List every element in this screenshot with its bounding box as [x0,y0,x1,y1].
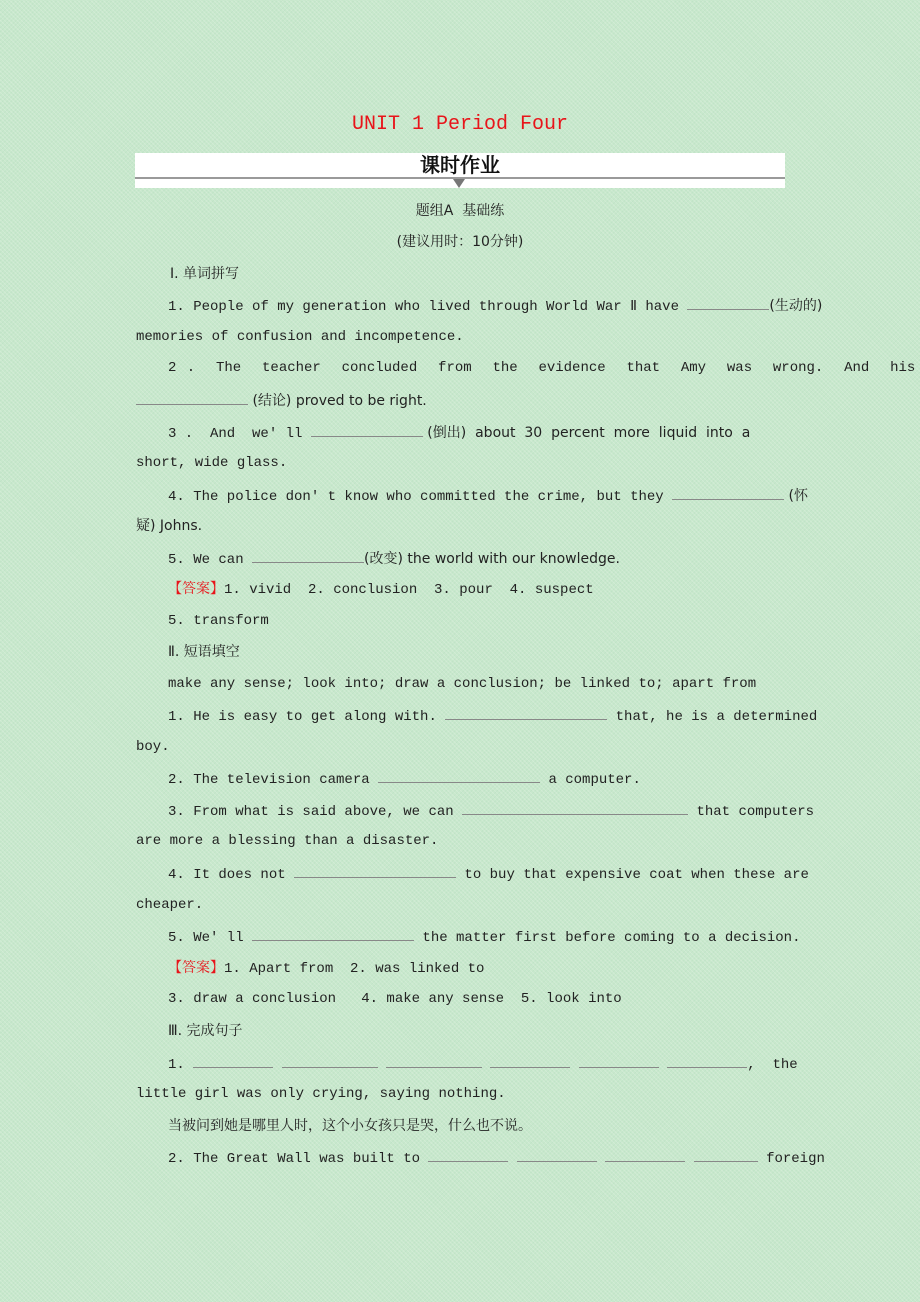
s1-q4-text: 4. The police don' t know who committed the crime, but they [168,489,673,505]
s2-q2-blank[interactable] [378,768,540,783]
s2-q4-rest: to buy that expensive coat when these are [456,867,809,883]
s2-q3-rest: that computers [688,804,815,820]
s1-q2-line2 [136,390,801,412]
section2-heading: Ⅱ. 短语填空 [168,644,240,660]
s2-q1-line1 [168,705,818,727]
s3-q1-translation: 当被问到她是哪里人时，这个小女孩只是哭，什么也不说。 [168,1118,532,1134]
s2-q5-line1 [168,926,801,948]
s3-q1-blank-4[interactable] [490,1053,570,1068]
s1-q1-text: 1. People of my generation who lived through World War Ⅱ have [168,299,688,315]
s3-q2-blank-4[interactable] [694,1147,758,1162]
s3-q1-blank-1[interactable] [193,1053,273,1068]
s2-answer-line2: 3. draw a conclusion 4. make any sense 5. look into [168,991,622,1007]
s2-q4-line2: cheaper. [136,897,204,913]
s2-q3-line2: are more a blessing than a disaster. [136,833,439,849]
s2-answers: 1. Apart from 2. was linked to [224,961,485,977]
word-bank: make any sense; look into; draw a conclusion; be linked to; apart from [168,676,757,692]
s1-q3-text: 3 . And we' ll [168,426,311,442]
s2-q1-line2: boy. [136,739,170,755]
s3-q2-blank-2[interactable] [517,1147,597,1162]
s2-q3-text: 3. From what is said above, we can [168,804,463,820]
s3-q1-blank-5[interactable] [579,1053,659,1068]
s3-q2-blank-1[interactable] [428,1147,508,1162]
s1-answer-line2: 5. transform [168,613,269,629]
s1-q4-line2: 疑) Johns. [136,518,203,534]
s1-q1-line2: memories of confusion and incompetence. [136,329,464,345]
s3-q2-line1 [168,1147,825,1169]
s3-q2-text: 2. The Great Wall was built to [168,1151,421,1167]
s3-q1-rest: , the [747,1057,798,1073]
s3-q1-blank-2[interactable] [282,1053,378,1068]
s1-q5-hint: (改变) the world with our knowledge. [364,551,620,567]
s2-q1-rest: that, he is a determined [607,709,818,725]
s1-q3-hint: (倒出) about 30 percent more liquid into a [422,425,751,441]
answer-label: 【答案】 [168,581,224,597]
section3-heading: Ⅲ. 完成句子 [168,1023,243,1039]
s2-q3-blank[interactable] [462,800,688,815]
answer-label: 【答案】 [168,960,224,976]
s2-q4-blank[interactable] [294,863,456,878]
s2-q4-text: 4. It does not [168,867,295,883]
triangle-down-icon [453,179,465,188]
s1-q1-hint: (生动的) [769,298,823,314]
s3-q2-rest: foreign [757,1151,825,1167]
s1-q5-line1 [168,548,801,570]
homework-banner [135,153,785,188]
s1-q4-hint: (怀 [784,488,809,504]
s3-q1-line2: little girl was only crying, saying nothing. [136,1086,506,1102]
s2-q5-rest: the matter first before coming to a decision. [414,930,801,946]
s1-q2-blank[interactable] [136,390,248,405]
banner-title: 课时作业 [420,153,500,177]
s1-q3-line1 [168,422,801,444]
s1-q3-line2: short, wide glass. [136,455,288,471]
s2-q1-text: 1. He is easy to get along with. [168,709,446,725]
s2-answer-line1 [168,958,833,979]
s1-q5-text: 5. We can [168,552,253,568]
s1-q4-line1 [168,485,809,507]
s2-q5-blank[interactable] [252,926,414,941]
s1-q3-blank[interactable] [311,422,423,437]
s1-q2-text: (结论) proved to be right. [248,393,427,409]
s3-q1-blank-3[interactable] [386,1053,482,1068]
time-hint: (建议用时：10分钟) [396,234,524,250]
s1-q2-line1: 2 . The teacher concluded from the evidence that Amy was wrong. And his [168,360,916,376]
s2-q2-line1 [168,768,801,790]
s3-q2-blank-3[interactable] [605,1147,685,1162]
s1-q1-blank[interactable] [687,295,769,310]
s2-q4-line1 [168,863,809,885]
s2-q5-text: 5. We' ll [168,930,253,946]
group-heading: 题组A 基础练 [415,203,505,219]
s1-q1-line1 [168,295,823,317]
s3-q1-num: 1. [168,1057,185,1073]
section1-heading: Ⅰ. 单词拼写 [170,266,240,282]
s3-q1-blank-6[interactable] [667,1053,747,1068]
s1-answers: 1. vivid 2. conclusion 3. pour 4. suspect [224,582,594,598]
s2-q3-line1 [168,800,815,822]
s2-q2-rest: a computer. [540,772,641,788]
page-title: UNIT 1 Period Four [351,113,569,136]
s2-q1-blank[interactable] [445,705,607,720]
s1-q5-blank[interactable] [252,548,364,563]
s3-q1-line1 [168,1053,801,1075]
s1-q4-blank[interactable] [672,485,784,500]
s1-answer-line1 [168,579,833,600]
s2-q2-text: 2. The television camera [168,772,379,788]
